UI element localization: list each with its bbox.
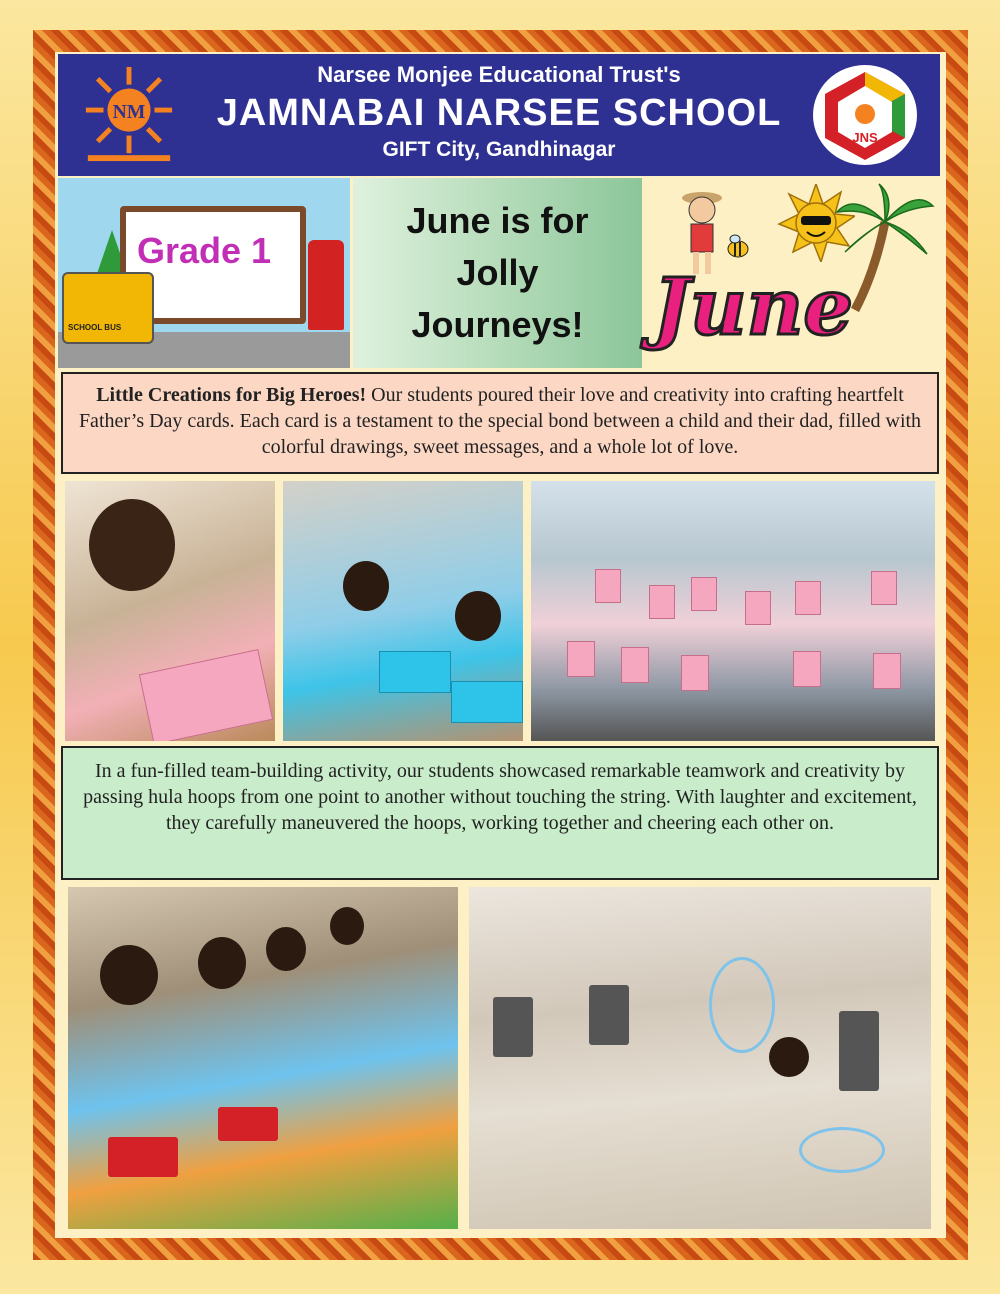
photo-subject — [709, 957, 775, 1053]
photo-subject — [139, 649, 273, 744]
page-title: June is for Jolly Journeys! — [406, 200, 589, 345]
school-header — [58, 54, 940, 176]
trust-name: Narsee Monjee Educational Trust's — [317, 62, 681, 87]
photo-subject — [89, 499, 175, 591]
photo-subject — [198, 937, 246, 989]
photo-subject — [649, 585, 675, 619]
photo-subject — [745, 591, 771, 625]
photo-subject — [493, 997, 533, 1057]
june-word: June — [653, 262, 853, 353]
photo-subject — [871, 571, 897, 605]
photo-subject — [567, 641, 595, 677]
photo-subject — [839, 1011, 879, 1091]
photo-subject — [330, 907, 364, 945]
bus-label: SCHOOL BUS — [68, 323, 122, 332]
jns-logo-icon — [810, 62, 920, 168]
bee-icon — [723, 232, 753, 262]
svg-text:NM: NM — [112, 101, 146, 123]
photo-subject — [451, 681, 523, 723]
photo-subject — [589, 985, 629, 1045]
school-bus-icon — [62, 272, 154, 344]
photo-subject — [266, 927, 306, 971]
section1-body: Our students poured their love and creativity into crafting heartfelt Father’s Day cards. Each card is a testament to the special bond between a child and their dad, filled with colorful drawings, sweet messages, and a whole lot of love. — [78, 384, 922, 458]
photo-subject — [218, 1107, 278, 1141]
photo-hula-hoop-activity — [466, 884, 934, 1232]
postbox-icon — [308, 240, 344, 330]
photo-students-crafting — [280, 478, 526, 744]
photo-subject — [769, 1037, 809, 1077]
photo-subject — [681, 655, 709, 691]
team-activity-description — [61, 746, 939, 880]
photo-subject — [455, 591, 501, 641]
school-name: JAMNABAI NARSEE SCHOOL — [216, 92, 782, 134]
svg-text:JNS: JNS — [852, 130, 878, 145]
grade-label: Grade 1 — [136, 230, 272, 271]
photo-subject — [595, 569, 621, 603]
photo-seated-string-activity — [65, 884, 461, 1232]
photo-subject — [379, 651, 451, 693]
photo-subject — [621, 647, 649, 683]
photo-subject — [108, 1137, 178, 1177]
photo-subject — [793, 651, 821, 687]
photo-subject — [343, 561, 389, 611]
photo-subject — [873, 653, 901, 689]
june-illustration — [645, 178, 940, 368]
photo-subject — [100, 945, 158, 1005]
photo-boy-writing-card — [62, 478, 278, 744]
section2-body: In a fun-filled team-building activity, our students showcased remarkable teamwork and creativity by passing hula hoops from one point to another without touching the string. With laughter and excitement, they carefully maneuvered the hoops, working together and cheering each other on. — [83, 760, 917, 834]
photo-subject — [691, 577, 717, 611]
photo-subject — [799, 1127, 885, 1173]
fathers-day-description — [61, 372, 939, 474]
photo-group-with-cards — [528, 478, 938, 744]
grade-banner — [58, 178, 350, 368]
school-location: GIFT City, Gandhinagar — [382, 138, 616, 161]
title-box — [353, 178, 642, 368]
section1-heading: Little Creations for Big Heroes! — [96, 384, 367, 406]
photo-subject — [795, 581, 821, 615]
